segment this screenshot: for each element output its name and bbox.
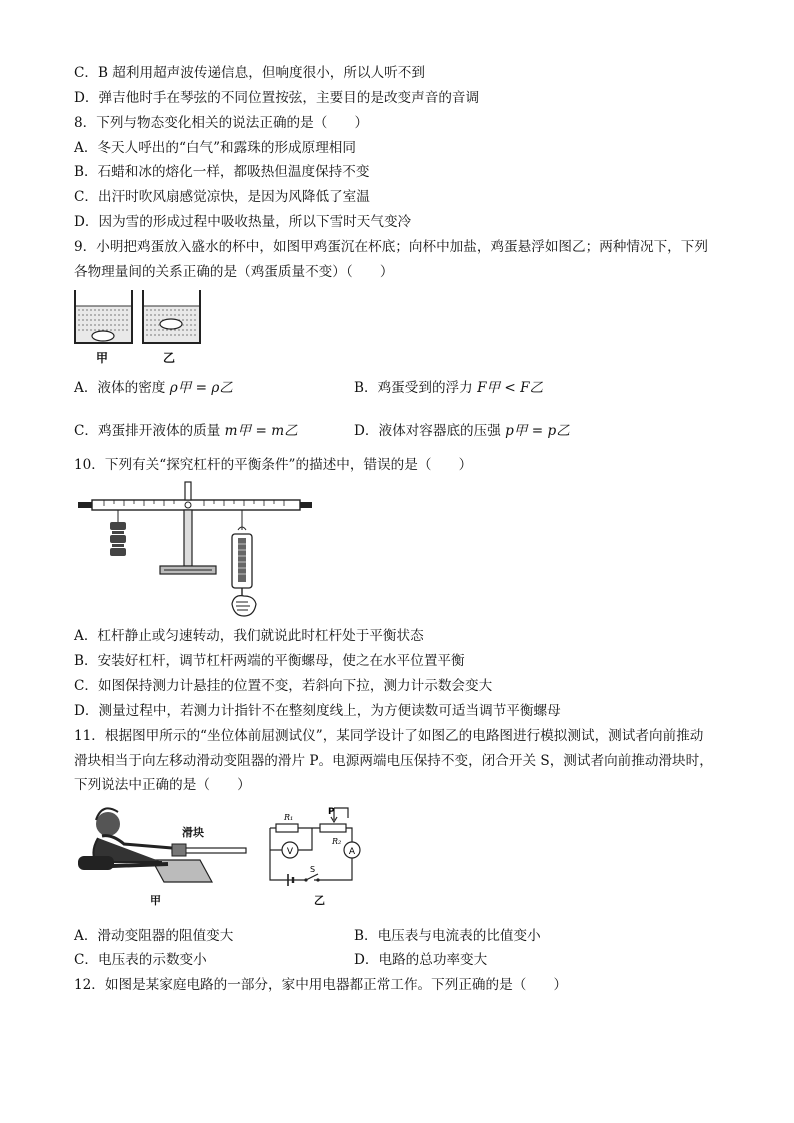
q9-option-a-text: A．液体的密度	[74, 380, 170, 396]
q12-stem: 12．如图是某家庭电路的一部分，家中用电器都正常工作。下列正确的是（ ）	[74, 977, 568, 993]
q10-option-b: B．安装好杠杆，调节杠杆两端的平衡螺母，使之在水平位置平衡	[74, 653, 465, 669]
svg-text:R₁: R₁	[284, 813, 294, 822]
q11-option-b: B．电压表与电流表的比值变小	[354, 928, 541, 944]
q10-option-a: A．杠杆静止或匀速转动，我们就说此时杠杆处于平衡状态	[74, 628, 424, 644]
q10-stem: 10．下列有关“探究杠杆的平衡条件”的描述中，错误的是（ ）	[74, 457, 473, 473]
q9-option-b	[354, 379, 543, 397]
q10-lever-figure	[74, 478, 314, 620]
q11-stem-line3: 下列说法中正确的是（ ）	[74, 777, 251, 793]
q9-option-a	[74, 379, 233, 397]
q11-stem-line2: 滑块相当于向左移动滑动变阻器的滑片 P。电源两端电压保持不变，闭合开关 S，测试者向前推动滑块时，	[74, 753, 713, 769]
q9-option-a-formula: ρ甲 = ρ乙	[169, 380, 233, 396]
q9-option-c-formula: m甲 = m乙	[224, 423, 298, 439]
q9-stem-line2: 各物理量间的关系正确的是（鸡蛋质量不变）（ ）	[74, 264, 394, 280]
q8-option-a: A．冬天人呼出的“白气”和露珠的形成原理相同	[74, 140, 356, 156]
q10-option-c: C．如图保持测力计悬挂的位置不变，若斜向下拉，测力计示数会变大	[74, 678, 493, 694]
q9-option-b-text: B．鸡蛋受到的浮力	[354, 380, 478, 396]
svg-text:R₂: R₂	[332, 837, 342, 846]
q11-figure-label-slider: 滑块	[182, 826, 204, 839]
q7-option-c: C．B 超利用超声波传递信息，但响度很小，所以人听不到	[74, 65, 425, 81]
svg-text:V: V	[286, 847, 294, 857]
q11-stem-line1: 11．根据图甲所示的“坐位体前屈测试仪”，某同学设计了如图乙的电路图进行模拟测试，测试者向前推动	[74, 728, 704, 744]
svg-text:P: P	[328, 807, 335, 817]
q9-figure-label-yi: 乙	[163, 351, 176, 365]
q11-sit-reach-figure	[72, 800, 252, 892]
q11-figure-label-yi: 乙	[314, 894, 325, 907]
q8-option-b: B．石蜡和冰的熔化一样，都吸热但温度保持不变	[74, 164, 370, 180]
q9-option-d	[354, 422, 570, 440]
q9-option-d-formula: p甲 = p乙	[505, 423, 570, 439]
q11-option-d: D．电路的总功率变大	[354, 952, 488, 968]
q9-stem-line1: 9．小明把鸡蛋放入盛水的杯中，如图甲鸡蛋沉在杯底；向杯中加盐，鸡蛋悬浮如图乙；两种情况下，下列	[74, 239, 708, 255]
q11-option-a: A．滑动变阻器的阻值变大	[74, 928, 234, 944]
q9-figure-label-jia: 甲	[96, 351, 109, 365]
q10-option-d: D．测量过程中，若测力计指针不在整刻度线上，为方便读数可适当调节平衡螺母	[74, 703, 561, 719]
q9-option-d-text: D．液体对容器底的压强	[354, 423, 506, 439]
q7-option-d: D．弹吉他时手在琴弦的不同位置按弦，主要目的是改变声音的音调	[74, 90, 480, 106]
q11-figure-label-jia: 甲	[150, 894, 161, 907]
q8-option-d: D．因为雪的形成过程中吸收热量，所以下雪时天气变冷	[74, 214, 412, 230]
svg-text:A: A	[348, 847, 356, 857]
q9-beakers-figure	[70, 288, 210, 348]
q8-option-c: C．出汗时吹风扇感觉凉快，是因为风降低了室温	[74, 189, 370, 205]
q9-option-c-text: C．鸡蛋排开液体的质量	[74, 423, 225, 439]
svg-text:S: S	[310, 865, 316, 874]
q11-option-c: C．电压表的示数变小	[74, 952, 207, 968]
q9-option-c	[74, 422, 298, 440]
q9-option-b-formula: F甲 < F乙	[477, 380, 544, 396]
q8-stem: 8．下列与物态变化相关的说法正确的是（ ）	[74, 115, 369, 131]
q11-circuit-diagram	[262, 800, 362, 886]
